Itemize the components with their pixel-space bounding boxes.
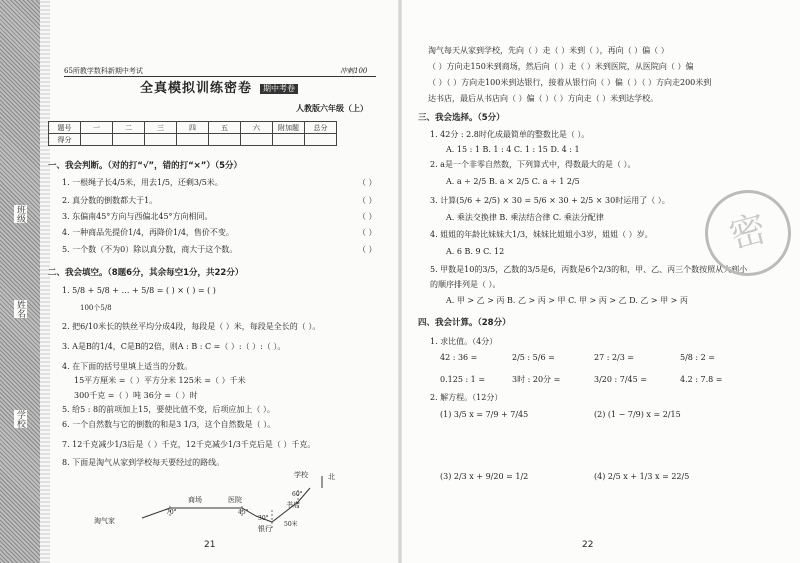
map-label-mall: 商场 bbox=[188, 496, 202, 504]
section-3-title: 三、我会选择。（5分） bbox=[418, 113, 505, 123]
score-header-cell: 一 bbox=[81, 122, 113, 134]
calc-subtitle: 2. 解方程。（12分） bbox=[430, 393, 503, 402]
fill-item: 300千克 =（ ）吨 36分 =（ ）时 bbox=[74, 391, 198, 400]
choice-options[interactable]: A. 甲 > 乙 > 丙 B. 乙 > 丙 > 甲 C. 甲 > 丙 > 乙 D. 乙 > 甲 > 丙 bbox=[446, 296, 688, 305]
score-cell[interactable] bbox=[209, 134, 241, 146]
score-cell[interactable] bbox=[145, 134, 177, 146]
judge-item: 5. 一个数（不为0）除以真分数，商大于这个数。 bbox=[62, 245, 238, 254]
sidebar-name-label: 姓名 bbox=[15, 300, 25, 318]
score-row-label: 得分 bbox=[49, 134, 81, 146]
calc-subtitle: 1. 求比值。（4分） bbox=[430, 337, 498, 346]
score-header-cell: 六 bbox=[241, 122, 273, 134]
ratio-item: 0.125 : 1 = bbox=[440, 375, 486, 384]
route-text-line: （ ）（ ）方向走100米到达银行，接着从银行向（ ）偏（ ）（ ）方向走200米到 bbox=[428, 78, 712, 87]
fill-item: 3. A是B的1/4，C是B的2倍，则A : B : C =（ ）:（ ）:（ ）。 bbox=[62, 342, 286, 351]
answer-paren[interactable]: （ ） bbox=[358, 178, 377, 187]
map-angle: 70° bbox=[166, 509, 177, 516]
choice-options[interactable]: A. a ÷ 2/5 B. a × 2/5 C. a ÷ 1 2/5 bbox=[446, 177, 580, 186]
score-header-cell: 四 bbox=[177, 122, 209, 134]
score-cell[interactable] bbox=[113, 134, 145, 146]
choice-question: 4. 姐姐的年龄比妹妹大1/3，妹妹比姐姐小3岁，姐姐（ ）岁。 bbox=[430, 230, 653, 239]
score-header-cell: 五 bbox=[209, 122, 241, 134]
top-right-tag: 冲刺100 bbox=[340, 67, 368, 75]
ratio-item: 4.2 : 7.8 = bbox=[680, 375, 723, 384]
equation-item: (3) 2/3 x + 9/20 = 1/2 bbox=[440, 472, 529, 481]
answer-paren[interactable]: （ ） bbox=[358, 228, 377, 237]
page-number-right: 22 bbox=[582, 540, 594, 550]
judge-item: 1. 一根绳子长4/5米，用去1/5，还剩3/5米。 bbox=[62, 178, 223, 187]
choice-options[interactable]: A. 15 : 1 B. 1 : 4 C. 1 : 15 D. 4 : 1 bbox=[446, 145, 580, 154]
book-spine bbox=[398, 0, 402, 563]
score-header-cell: 题号 bbox=[49, 122, 81, 134]
header-rule bbox=[64, 76, 376, 77]
ratio-item: 2/5 : 5/6 = bbox=[512, 353, 555, 362]
fill-item: 6. 一个自然数与它的倒数的和是3 1/3，这个自然数是（ ）。 bbox=[62, 420, 276, 429]
section-4-title: 四、我会计算。（28分） bbox=[418, 318, 511, 328]
score-cell[interactable] bbox=[177, 134, 209, 146]
ratio-item: 3时 : 20分 = bbox=[512, 375, 561, 384]
map-angle: 30° bbox=[258, 515, 269, 522]
ratio-item: 5/8 : 2 = bbox=[680, 353, 715, 362]
fill-item: 1. 5/8 + 5/8 + … + 5/8 = ( ) × ( ) = ( ) bbox=[62, 286, 216, 295]
map-label-home: 淘气家 bbox=[94, 517, 115, 525]
score-cell[interactable] bbox=[273, 134, 305, 146]
map-label-school: 学校 bbox=[294, 471, 308, 479]
map-label-north: 北 bbox=[328, 473, 335, 481]
score-table bbox=[48, 121, 337, 146]
choice-question: 3. 计算(5/6 + 2/5) × 30 = 5/6 × 30 + 2/5 × 30时运用了（ ）。 bbox=[430, 196, 670, 205]
choice-options[interactable]: A. 6 B. 9 C. 12 bbox=[446, 247, 505, 256]
sidebar-school-label: 学校 bbox=[15, 410, 25, 428]
map-label-bank: 银行 bbox=[258, 525, 272, 533]
choice-question: 5. 甲数是10的3/5，乙数的3/5是6，丙数是6个2/3的和，甲、乙、丙三个数按照从大到小 bbox=[430, 265, 748, 274]
fill-item: 5. 给5 : 8的前项加上15，要使比值不变，后项应加上（ ）。 bbox=[62, 405, 275, 414]
score-header-row bbox=[49, 122, 337, 134]
ratio-item: 42 : 36 = bbox=[440, 353, 478, 362]
route-text-line: （ ）方向走150米到商场，然后向（ ）走（ ）米到医院，从医院向（ ）偏 bbox=[428, 62, 694, 71]
sidebar-class-label: 班级 bbox=[15, 205, 25, 223]
judge-item: 4. 一种商品先提价1/4，再降价1/4，售价不变。 bbox=[62, 228, 234, 237]
choice-question: 的顺序排列是（ ）。 bbox=[430, 280, 501, 289]
score-cell[interactable] bbox=[81, 134, 113, 146]
score-header-cell: 三 bbox=[145, 122, 177, 134]
fill-item: 7. 12千克减少1/3后是（ ）千克，12千克减少1/3千克后是（ ）千克。 bbox=[62, 440, 316, 449]
map-angle: 60° bbox=[292, 491, 303, 498]
judge-item: 2. 真分数的倒数都大于1。 bbox=[62, 196, 158, 205]
section-2-title: 二、我会填空。（8题6分，其余每空1分，共22分） bbox=[48, 268, 244, 278]
equation-item: (2) (1 − 7/9) x = 2/15 bbox=[594, 410, 681, 419]
fill-item-note: 100个5/8 bbox=[80, 304, 112, 312]
choice-options[interactable]: A. 乘法交换律 B. 乘法结合律 C. 乘法分配律 bbox=[446, 213, 604, 222]
top-tag: 65所教学数科新期中考试 bbox=[64, 67, 143, 75]
score-header-cell: 总分 bbox=[305, 122, 337, 134]
equation-item: (1) 3/5 x = 7/9 + 7/45 bbox=[440, 410, 529, 419]
map-scale: 50米 bbox=[284, 521, 298, 528]
map-label-hospital: 医院 bbox=[228, 496, 242, 504]
judge-item: 3. 东偏南45°方向与西偏北45°方向相同。 bbox=[62, 212, 213, 221]
score-cell[interactable] bbox=[241, 134, 273, 146]
score-value-row bbox=[49, 134, 337, 146]
route-text-line: 达书店，最后从书店向（ ）偏（ ）（ ）方向走（ ）米到达学校。 bbox=[428, 94, 659, 103]
ratio-item: 27 : 2/3 = bbox=[594, 353, 635, 362]
score-header-cell: 二 bbox=[113, 122, 145, 134]
map-label-bookstore: 书店 bbox=[286, 501, 300, 509]
fill-item: 4. 在下面的括号里填上适当的分数。 bbox=[62, 362, 193, 371]
fill-item: 2. 把6/10米长的铁丝平均分成4段，每段是（ ）米，每段是全长的（ ）。 bbox=[62, 322, 321, 331]
choice-question: 2. a是一个非零自然数，下列算式中，得数最大的是（ ）。 bbox=[430, 160, 636, 169]
secret-stamp: 密 bbox=[695, 180, 800, 285]
route-text-line: 淘气每天从家到学校，先向（ ）走（ ）米到（ ），再向（ ）偏（ ） bbox=[428, 46, 669, 55]
answer-paren[interactable]: （ ） bbox=[358, 196, 377, 205]
score-header-cell: 附加题 bbox=[273, 122, 305, 134]
route-map bbox=[60, 468, 360, 538]
choice-question: 1. 42分 : 2.8时化成最简单的整数比是（ ）。 bbox=[430, 130, 590, 139]
page-number-left: 21 bbox=[204, 540, 216, 550]
score-cell[interactable] bbox=[305, 134, 337, 146]
binding-dashes bbox=[40, 0, 50, 563]
equation-item: (4) 2/5 x + 1/3 x = 22/5 bbox=[594, 472, 690, 481]
ratio-item: 3/20 : 7/45 = bbox=[594, 375, 647, 384]
edition-label: 人教版六年级（上） bbox=[296, 104, 368, 113]
answer-paren[interactable]: （ ） bbox=[358, 245, 377, 254]
exam-title-tag: 期中考卷 bbox=[260, 84, 298, 94]
exam-title: 全真模拟训练密卷 bbox=[140, 81, 253, 96]
binding-strip bbox=[0, 0, 40, 563]
section-1-title: 一、我会判断。（对的打“√”，错的打“×”）（5分） bbox=[48, 161, 243, 171]
fill-item: 15平方厘米 =（ ）平方分米 125米 =（ ）千米 bbox=[74, 376, 246, 385]
map-angle: 45° bbox=[238, 509, 249, 516]
answer-paren[interactable]: （ ） bbox=[358, 212, 377, 221]
fill-item: 8. 下面是淘气从家到学校每天要经过的路线。 bbox=[62, 458, 225, 467]
